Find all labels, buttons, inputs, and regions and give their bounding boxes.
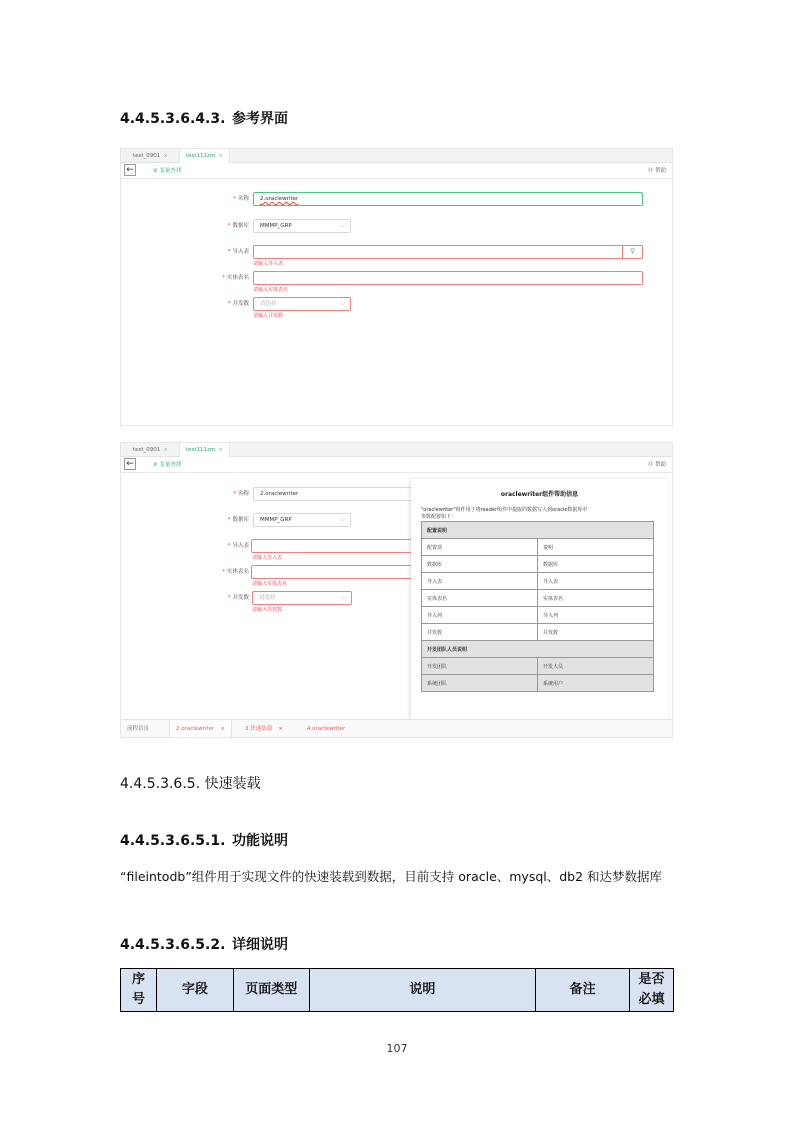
tab-test111zm[interactable]: test111zm × bbox=[179, 149, 230, 163]
bottom-tab-oraclewriter-2[interactable]: 2.oraclewriter × bbox=[169, 720, 232, 738]
page-number: 107 bbox=[386, 1042, 408, 1055]
section-heading-detail: 4.4.5.3.6.5.2. 详细说明 bbox=[120, 937, 288, 953]
help-title: oraclewriter组件帮助信息 bbox=[500, 491, 579, 498]
entity-table-input[interactable] bbox=[251, 565, 421, 579]
col-seq: 序号 bbox=[121, 969, 157, 1012]
help-description: "oraclewriter"组件用于将reader组件中提取的数据写入到oracle数据库中 参数配置如下： bbox=[421, 507, 588, 520]
table-row: 系统团队 系统用户 bbox=[422, 675, 654, 692]
bottom-tab-oraclewriter-4[interactable]: 4.oraclewriter bbox=[307, 726, 346, 732]
col-header-item: 配置项 bbox=[422, 539, 538, 556]
table-row: 导入表 导入表 bbox=[422, 573, 654, 590]
bottom-tab-bar bbox=[121, 719, 672, 737]
col-required: 是否必填 bbox=[630, 969, 674, 1012]
import-table-error: 请输入导入表 bbox=[253, 261, 284, 267]
col-header-desc: 说明 bbox=[538, 539, 654, 556]
import-table-label: * 导入表 bbox=[227, 249, 249, 255]
table-header-row bbox=[121, 969, 674, 1012]
import-table-input[interactable] bbox=[253, 245, 643, 259]
import-table-input[interactable] bbox=[251, 539, 421, 553]
chevron-down-icon: ⌵ bbox=[341, 594, 346, 601]
section-heading-function: 4.4.5.3.6.5.1. 功能说明 bbox=[120, 833, 288, 849]
col-description: 说明 bbox=[309, 969, 536, 1012]
detail-table bbox=[120, 968, 674, 1012]
name-input[interactable]: 2.oraclewriter bbox=[253, 487, 423, 501]
help-button[interactable]: ⓪ 帮助 bbox=[647, 462, 666, 468]
name-label: * 名称 bbox=[233, 491, 249, 497]
tab-bar bbox=[121, 149, 672, 163]
concurrency-label: * 并发数 bbox=[227, 595, 249, 601]
bottom-tab-fast-load[interactable]: 3.快速装载 × bbox=[245, 726, 283, 732]
database-select[interactable]: MMMP_GRP ⌵ bbox=[253, 219, 351, 233]
variable-search-button[interactable]: ⊘ 变量查找 bbox=[153, 462, 182, 468]
import-table-error: 请输入导入表 bbox=[252, 555, 283, 561]
database-label: * 数据库 bbox=[227, 517, 249, 523]
help-panel bbox=[411, 479, 668, 738]
tab-test111zm[interactable]: test111zm × bbox=[179, 443, 230, 457]
toolbar bbox=[121, 457, 672, 473]
search-icon[interactable]: ⚲ bbox=[622, 245, 642, 259]
screenshot-form-2 bbox=[120, 442, 673, 738]
col-field: 字段 bbox=[156, 969, 233, 1012]
table-row: 数据库 数据库 bbox=[422, 556, 654, 573]
toolbar bbox=[121, 163, 672, 179]
table-row: 开发团队 开发人员 bbox=[422, 658, 654, 675]
tab-test-0901[interactable]: test_0901 × bbox=[133, 153, 168, 159]
back-arrow-icon[interactable]: ← bbox=[124, 164, 136, 176]
chevron-down-icon: ⌵ bbox=[340, 300, 345, 307]
back-arrow-icon[interactable]: ← bbox=[124, 458, 136, 470]
concurrency-error: 请输入并发数 bbox=[252, 607, 283, 613]
concurrency-select[interactable]: 请选择 ⌵ bbox=[253, 297, 351, 311]
chevron-down-icon: ⌵ bbox=[340, 516, 345, 523]
name-input[interactable]: 2.oraclewriter bbox=[253, 192, 643, 206]
section-heading-reference-ui: 4.4.5.3.6.4.3. 参考界面 bbox=[120, 111, 288, 127]
database-select[interactable]: MMMP_GRP ⌵ bbox=[253, 513, 351, 527]
entity-table-error: 请输入实体表名 bbox=[253, 287, 289, 293]
table-row: 导入列 导入列 bbox=[422, 607, 654, 624]
entity-table-label: * 实体表名 bbox=[222, 569, 249, 575]
tab-bar bbox=[121, 443, 672, 457]
col-page-type: 页面类型 bbox=[233, 969, 309, 1012]
import-table-label: * 导入表 bbox=[227, 543, 249, 549]
concurrency-select[interactable]: 请选择 ⌵ bbox=[252, 591, 352, 605]
help-button[interactable]: ⓪ 帮助 bbox=[647, 168, 666, 174]
name-label: * 名称 bbox=[233, 196, 249, 202]
section-heading-fast-load: 4.4.5.3.6.5. 快速装载 bbox=[120, 776, 261, 792]
concurrency-label: * 并发数 bbox=[227, 301, 249, 307]
concurrency-error: 请输入并发数 bbox=[253, 313, 284, 319]
entity-table-error: 请输入实体表名 bbox=[252, 581, 288, 587]
entity-table-input[interactable] bbox=[253, 271, 643, 285]
help-table bbox=[421, 521, 654, 692]
tab-test-0901[interactable]: test_0901 × bbox=[133, 447, 168, 453]
config-section-header: 配置说明 bbox=[422, 522, 654, 539]
col-remark: 备注 bbox=[536, 969, 630, 1012]
bottom-tab-flow-home[interactable]: 流程首页 bbox=[127, 726, 150, 732]
screenshot-form-1 bbox=[120, 148, 673, 426]
table-row: 并发数 并发数 bbox=[422, 624, 654, 641]
database-label: * 数据库 bbox=[227, 223, 249, 229]
variable-search-button[interactable]: ⊘ 变量查找 bbox=[153, 168, 182, 174]
function-paragraph: “fileintodb”组件用于实现文件的快速装载到数据，目前支持 oracle、mysql、db2 和达梦数据库 bbox=[120, 869, 663, 884]
dev-section-header: 开发团队人员说明 bbox=[422, 641, 654, 658]
entity-table-label: * 实体表名 bbox=[222, 275, 249, 281]
chevron-down-icon: ⌵ bbox=[340, 222, 345, 229]
table-row: 实体表名 实体表名 bbox=[422, 590, 654, 607]
